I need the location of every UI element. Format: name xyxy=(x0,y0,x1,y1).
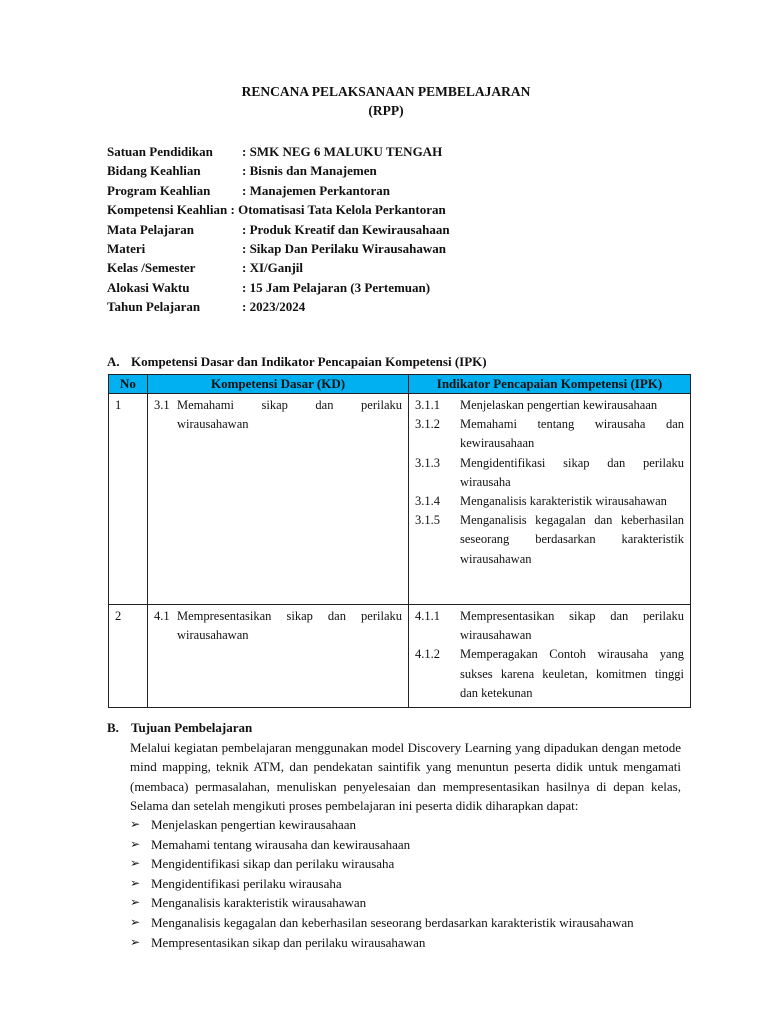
section-letter: A. xyxy=(107,354,120,369)
ipk-code: 4.1.1 xyxy=(415,609,440,623)
info-value: : Sikap Dan Perilaku Wirausahawan xyxy=(242,240,446,256)
section-b-heading xyxy=(107,720,252,736)
arrow-bullet-icon: ➢ xyxy=(130,934,141,949)
info-row xyxy=(107,142,450,161)
info-label: Kompetensi Keahlian xyxy=(107,202,228,218)
info-label: Mata Pelajaran xyxy=(107,221,195,237)
ipk-code: 3.1.2 xyxy=(415,417,440,432)
arrow-bullet-icon: ➢ xyxy=(130,817,141,831)
table-row xyxy=(109,394,691,605)
list-item-text: Mengidentifikasi perilaku wirausaha xyxy=(151,875,342,891)
cell-kd xyxy=(148,605,409,708)
info-row xyxy=(107,181,450,200)
info-label: Program Keahlian xyxy=(107,182,211,198)
list-item xyxy=(130,854,634,874)
info-value: : 2023/2024 xyxy=(242,299,306,315)
info-row xyxy=(107,278,450,297)
kd-code: 4.1 xyxy=(154,609,170,623)
cell-kd xyxy=(148,394,409,605)
ipk-code: 3.1.4 xyxy=(415,494,440,509)
list-item xyxy=(130,913,634,933)
list-item-text: Mengidentifikasi sikap dan perilaku wirausaha xyxy=(151,856,395,872)
arrow-bullet-icon: ➢ xyxy=(130,875,141,890)
objective-paragraph: Melalui kegiatan pembelajaran menggunakan model Discovery Learning yang dipadukan dengan metode mind mapping, teknik ATM, dan pendekatan saintifik yang menuntun peserta didik untuk mengamati (membaca) permasalahan, menuliskan penyelesaian dan mempresentasikan hasilnya di depan kelas, Selama dan setelah mengikuti proses pembelajaran ini peserta didik diharapkan dapat: xyxy=(130,740,681,814)
info-row xyxy=(107,297,450,316)
list-item-text: Menganalisis kegagalan dan keberhasilan seseorang berdasarkan karakteristik wirausahawan xyxy=(151,914,634,930)
info-label: Materi xyxy=(107,240,146,256)
cell-ipk xyxy=(409,605,691,708)
info-value: : Bisnis dan Manajemen xyxy=(242,163,377,179)
info-value: : Manajemen Perkantoran xyxy=(242,182,391,198)
info-row xyxy=(107,161,450,180)
info-row xyxy=(107,239,450,258)
ipk-text: Menjelaskan pengertian kewirausahaan xyxy=(460,398,658,412)
document-subtitle: (RPP) xyxy=(368,103,404,118)
list-item-text: Menganalisis karakteristik wirausahawan xyxy=(151,895,367,911)
header-no: No xyxy=(109,375,148,394)
info-value: : Otomatisasi Tata Kelola Perkantoran xyxy=(230,202,446,218)
ipk-item xyxy=(415,511,684,569)
ipk-text: Memahami tentang wirausaha dan kewirausahaan xyxy=(460,417,684,451)
ipk-item xyxy=(415,396,684,415)
competency-table xyxy=(108,374,691,708)
info-value: : XI/Ganjil xyxy=(242,260,304,276)
list-item xyxy=(130,835,634,855)
cell-no: 2 xyxy=(109,605,148,708)
document-title: RENCANA PELAKSANAAN PEMBELAJARAN xyxy=(241,84,531,99)
list-item-text: Menjelaskan pengertian kewirausahaan xyxy=(151,817,357,832)
info-label: Bidang Keahlian xyxy=(107,163,201,179)
info-value: : SMK NEG 6 MALUKU TENGAH xyxy=(242,144,443,159)
table-header-row xyxy=(109,375,691,394)
ipk-item xyxy=(415,607,684,645)
ipk-item xyxy=(415,454,684,492)
section-a-heading xyxy=(107,354,487,370)
list-item xyxy=(130,933,634,953)
info-label: Tahun Pelajaran xyxy=(107,299,201,315)
table-row xyxy=(109,605,691,708)
ipk-code: 3.1.3 xyxy=(415,455,440,470)
arrow-bullet-icon: ➢ xyxy=(130,895,141,910)
section-title: Kompetensi Dasar dan Indikator Pencapaian Kompetensi (IPK) xyxy=(131,354,487,369)
ipk-item xyxy=(415,415,684,453)
cell-ipk xyxy=(409,394,691,605)
kd-text: Mempresentasikan sikap dan perilaku wirausahawan xyxy=(177,609,402,643)
cell-no: 1 xyxy=(109,394,148,605)
header-kd: Kompetensi Dasar (KD) xyxy=(148,375,409,394)
ipk-item xyxy=(415,645,684,703)
arrow-bullet-icon: ➢ xyxy=(130,856,141,871)
ipk-text: Mempresentasikan sikap dan perilaku wirausahawan xyxy=(460,609,684,643)
kd-item xyxy=(154,396,402,434)
section-title: Tujuan Pembelajaran xyxy=(131,720,253,735)
info-value: : Produk Kreatif dan Kewirausahaan xyxy=(242,221,450,237)
info-block xyxy=(107,142,450,317)
ipk-text: Mengidentifikasi sikap dan perilaku wirausaha xyxy=(460,455,684,489)
list-item xyxy=(130,893,634,913)
info-row xyxy=(107,200,450,219)
ipk-code: 4.1.2 xyxy=(415,647,440,662)
objective-list xyxy=(130,815,634,952)
list-item xyxy=(130,815,634,835)
kd-text: Memahami sikap dan perilaku wirausahawan xyxy=(177,398,402,432)
ipk-text: Menganalisis kegagalan dan keberhasilan seseorang berdasarkan karakteristik wirausahawan xyxy=(460,513,684,566)
ipk-item xyxy=(415,492,684,511)
ipk-code: 3.1.5 xyxy=(415,513,440,528)
list-item-text: Memahami tentang wirausaha dan kewirausahaan xyxy=(151,836,411,852)
header-ipk: Indikator Pencapaian Kompetensi (IPK) xyxy=(409,375,691,394)
info-label: Alokasi Waktu xyxy=(107,279,190,295)
info-label: Kelas /Semester xyxy=(107,260,196,276)
kd-item xyxy=(154,607,402,645)
info-label: Satuan Pendidikan xyxy=(107,144,213,159)
list-item xyxy=(130,874,634,894)
list-item-text: Mempresentasikan sikap dan perilaku wirausahawan xyxy=(151,934,426,950)
info-row xyxy=(107,258,450,277)
info-value: : 15 Jam Pelajaran (3 Pertemuan) xyxy=(242,279,431,295)
arrow-bullet-icon: ➢ xyxy=(130,836,141,851)
kd-code: 3.1 xyxy=(154,398,170,412)
arrow-bullet-icon: ➢ xyxy=(130,914,141,929)
ipk-text: Memperagakan Contoh wirausaha yang sukses karena keuletan, komitmen tinggi dan ketekunan xyxy=(460,647,684,700)
ipk-text: Menganalisis karakteristik wirausahawan xyxy=(460,494,667,509)
info-row xyxy=(107,220,450,239)
ipk-code: 3.1.1 xyxy=(415,398,440,412)
section-letter: B. xyxy=(107,720,119,735)
